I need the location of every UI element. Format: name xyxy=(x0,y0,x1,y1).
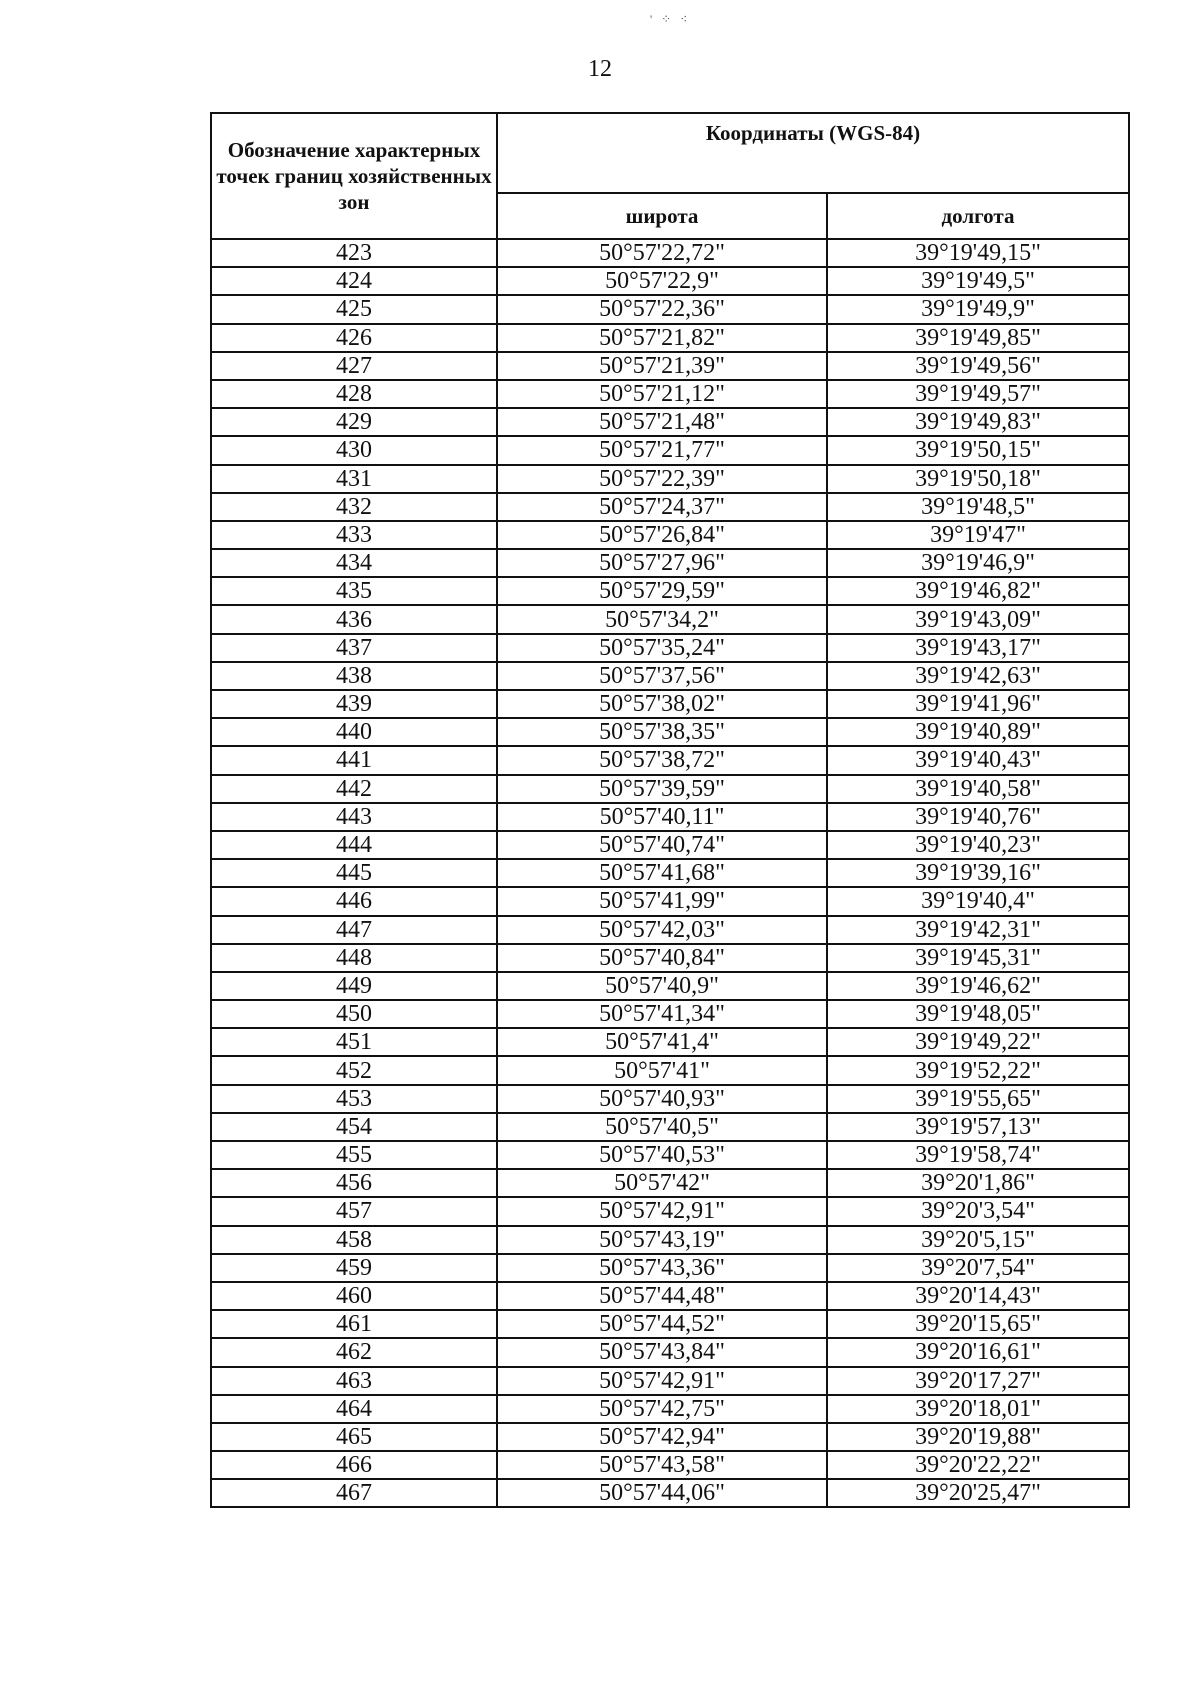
longitude-cell: 39°19'40,58" xyxy=(827,775,1129,803)
table-row xyxy=(211,972,1129,1000)
point-id-cell: 462 xyxy=(211,1338,497,1366)
longitude-cell: 39°19'40,76" xyxy=(827,803,1129,831)
latitude-cell: 50°57'42,91" xyxy=(497,1367,827,1395)
point-id-cell: 448 xyxy=(211,944,497,972)
latitude-cell: 50°57'43,84" xyxy=(497,1338,827,1366)
latitude-cell: 50°57'41,99" xyxy=(497,887,827,915)
longitude-cell: 39°20'25,47" xyxy=(827,1479,1129,1507)
point-id-cell: 423 xyxy=(211,239,497,267)
longitude-cell: 39°19'50,15" xyxy=(827,436,1129,464)
latitude-cell: 50°57'42,94" xyxy=(497,1423,827,1451)
longitude-cell: 39°19'40,23" xyxy=(827,831,1129,859)
longitude-cell: 39°19'49,5" xyxy=(827,267,1129,295)
latitude-cell: 50°57'40,11" xyxy=(497,803,827,831)
point-id-cell: 464 xyxy=(211,1395,497,1423)
longitude-cell: 39°20'16,61" xyxy=(827,1338,1129,1366)
longitude-cell: 39°20'15,65" xyxy=(827,1310,1129,1338)
table-row xyxy=(211,1056,1129,1084)
longitude-cell: 39°19'46,82" xyxy=(827,577,1129,605)
longitude-cell: 39°19'40,43" xyxy=(827,746,1129,774)
latitude-cell: 50°57'38,02" xyxy=(497,690,827,718)
latitude-cell: 50°57'21,77" xyxy=(497,436,827,464)
longitude-cell: 39°19'49,15" xyxy=(827,239,1129,267)
longitude-cell: 39°19'39,16" xyxy=(827,859,1129,887)
table-row xyxy=(211,465,1129,493)
longitude-cell: 39°19'57,13" xyxy=(827,1113,1129,1141)
coordinates-table xyxy=(210,112,1130,1508)
longitude-cell: 39°20'14,43" xyxy=(827,1282,1129,1310)
latitude-cell: 50°57'44,52" xyxy=(497,1310,827,1338)
longitude-cell: 39°19'49,83" xyxy=(827,408,1129,436)
table-row xyxy=(211,1423,1129,1451)
longitude-cell: 39°19'55,65" xyxy=(827,1085,1129,1113)
table-header xyxy=(211,113,1129,239)
table-row xyxy=(211,1085,1129,1113)
latitude-cell: 50°57'35,24" xyxy=(497,634,827,662)
longitude-cell: 39°19'50,18" xyxy=(827,465,1129,493)
table-row xyxy=(211,380,1129,408)
table-row xyxy=(211,493,1129,521)
longitude-cell: 39°19'49,57" xyxy=(827,380,1129,408)
latitude-cell: 50°57'44,48" xyxy=(497,1282,827,1310)
point-id-cell: 456 xyxy=(211,1169,497,1197)
header-designation: Обозначение характерных точек границ хозяйственных зон xyxy=(211,113,497,239)
table-row xyxy=(211,1028,1129,1056)
point-id-cell: 427 xyxy=(211,352,497,380)
table-row xyxy=(211,1479,1129,1507)
latitude-cell: 50°57'34,2" xyxy=(497,605,827,633)
latitude-cell: 50°57'41,34" xyxy=(497,1000,827,1028)
latitude-cell: 50°57'41,4" xyxy=(497,1028,827,1056)
table-row xyxy=(211,690,1129,718)
longitude-cell: 39°20'1,86" xyxy=(827,1169,1129,1197)
point-id-cell: 453 xyxy=(211,1085,497,1113)
longitude-cell: 39°19'49,22" xyxy=(827,1028,1129,1056)
longitude-cell: 39°19'46,62" xyxy=(827,972,1129,1000)
point-id-cell: 451 xyxy=(211,1028,497,1056)
table-row xyxy=(211,1226,1129,1254)
point-id-cell: 435 xyxy=(211,577,497,605)
longitude-cell: 39°19'40,89" xyxy=(827,718,1129,746)
point-id-cell: 437 xyxy=(211,634,497,662)
latitude-cell: 50°57'40,84" xyxy=(497,944,827,972)
point-id-cell: 430 xyxy=(211,436,497,464)
point-id-cell: 467 xyxy=(211,1479,497,1507)
point-id-cell: 452 xyxy=(211,1056,497,1084)
point-id-cell: 438 xyxy=(211,662,497,690)
table-row xyxy=(211,859,1129,887)
point-id-cell: 443 xyxy=(211,803,497,831)
longitude-cell: 39°19'49,9" xyxy=(827,295,1129,323)
point-id-cell: 433 xyxy=(211,521,497,549)
header-latitude: широта xyxy=(497,193,827,239)
table-row xyxy=(211,634,1129,662)
table-row xyxy=(211,831,1129,859)
table-row xyxy=(211,324,1129,352)
point-id-cell: 454 xyxy=(211,1113,497,1141)
table-row xyxy=(211,408,1129,436)
longitude-cell: 39°19'47" xyxy=(827,521,1129,549)
longitude-cell: 39°20'7,54" xyxy=(827,1254,1129,1282)
latitude-cell: 50°57'42,03" xyxy=(497,916,827,944)
latitude-cell: 50°57'22,39" xyxy=(497,465,827,493)
longitude-cell: 39°19'48,05" xyxy=(827,1000,1129,1028)
point-id-cell: 441 xyxy=(211,746,497,774)
table-row xyxy=(211,1169,1129,1197)
table-row xyxy=(211,803,1129,831)
latitude-cell: 50°57'24,37" xyxy=(497,493,827,521)
latitude-cell: 50°57'22,72" xyxy=(497,239,827,267)
longitude-cell: 39°19'43,09" xyxy=(827,605,1129,633)
latitude-cell: 50°57'37,56" xyxy=(497,662,827,690)
longitude-cell: 39°19'41,96" xyxy=(827,690,1129,718)
point-id-cell: 450 xyxy=(211,1000,497,1028)
longitude-cell: 39°20'22,22" xyxy=(827,1451,1129,1479)
table-row xyxy=(211,1141,1129,1169)
table-row xyxy=(211,1000,1129,1028)
point-id-cell: 429 xyxy=(211,408,497,436)
table-row xyxy=(211,295,1129,323)
table-row xyxy=(211,605,1129,633)
point-id-cell: 432 xyxy=(211,493,497,521)
latitude-cell: 50°57'26,84" xyxy=(497,521,827,549)
longitude-cell: 39°20'5,15" xyxy=(827,1226,1129,1254)
table-row xyxy=(211,267,1129,295)
latitude-cell: 50°57'40,9" xyxy=(497,972,827,1000)
latitude-cell: 50°57'42,91" xyxy=(497,1197,827,1225)
longitude-cell: 39°20'18,01" xyxy=(827,1395,1129,1423)
table-row xyxy=(211,436,1129,464)
point-id-cell: 424 xyxy=(211,267,497,295)
latitude-cell: 50°57'42" xyxy=(497,1169,827,1197)
point-id-cell: 459 xyxy=(211,1254,497,1282)
latitude-cell: 50°57'40,53" xyxy=(497,1141,827,1169)
table-row xyxy=(211,746,1129,774)
table-row xyxy=(211,1113,1129,1141)
latitude-cell: 50°57'40,5" xyxy=(497,1113,827,1141)
latitude-cell: 50°57'27,96" xyxy=(497,549,827,577)
point-id-cell: 440 xyxy=(211,718,497,746)
longitude-cell: 39°19'42,31" xyxy=(827,916,1129,944)
longitude-cell: 39°19'49,56" xyxy=(827,352,1129,380)
latitude-cell: 50°57'38,35" xyxy=(497,718,827,746)
header-longitude: долгота xyxy=(827,193,1129,239)
table-body xyxy=(211,239,1129,1507)
table-row xyxy=(211,662,1129,690)
latitude-cell: 50°57'29,59" xyxy=(497,577,827,605)
point-id-cell: 425 xyxy=(211,295,497,323)
longitude-cell: 39°19'43,17" xyxy=(827,634,1129,662)
table-row xyxy=(211,916,1129,944)
point-id-cell: 436 xyxy=(211,605,497,633)
point-id-cell: 439 xyxy=(211,690,497,718)
table-row xyxy=(211,1451,1129,1479)
latitude-cell: 50°57'21,48" xyxy=(497,408,827,436)
table-row xyxy=(211,887,1129,915)
latitude-cell: 50°57'39,59" xyxy=(497,775,827,803)
point-id-cell: 461 xyxy=(211,1310,497,1338)
point-id-cell: 449 xyxy=(211,972,497,1000)
latitude-cell: 50°57'40,74" xyxy=(497,831,827,859)
point-id-cell: 458 xyxy=(211,1226,497,1254)
scan-marks: ' ⁘ ⁖ xyxy=(650,12,691,26)
latitude-cell: 50°57'22,9" xyxy=(497,267,827,295)
point-id-cell: 445 xyxy=(211,859,497,887)
latitude-cell: 50°57'43,36" xyxy=(497,1254,827,1282)
table-row xyxy=(211,1282,1129,1310)
header-coordinates: Координаты (WGS-84) xyxy=(497,113,1129,193)
point-id-cell: 463 xyxy=(211,1367,497,1395)
page-number: 12 xyxy=(588,56,612,82)
latitude-cell: 50°57'21,82" xyxy=(497,324,827,352)
longitude-cell: 39°20'17,27" xyxy=(827,1367,1129,1395)
longitude-cell: 39°19'45,31" xyxy=(827,944,1129,972)
table-row xyxy=(211,352,1129,380)
longitude-cell: 39°19'58,74" xyxy=(827,1141,1129,1169)
latitude-cell: 50°57'41,68" xyxy=(497,859,827,887)
longitude-cell: 39°20'19,88" xyxy=(827,1423,1129,1451)
point-id-cell: 442 xyxy=(211,775,497,803)
longitude-cell: 39°19'40,4" xyxy=(827,887,1129,915)
point-id-cell: 428 xyxy=(211,380,497,408)
point-id-cell: 446 xyxy=(211,887,497,915)
latitude-cell: 50°57'21,39" xyxy=(497,352,827,380)
longitude-cell: 39°19'48,5" xyxy=(827,493,1129,521)
point-id-cell: 447 xyxy=(211,916,497,944)
table-row xyxy=(211,718,1129,746)
latitude-cell: 50°57'21,12" xyxy=(497,380,827,408)
longitude-cell: 39°19'46,9" xyxy=(827,549,1129,577)
point-id-cell: 426 xyxy=(211,324,497,352)
table-row xyxy=(211,521,1129,549)
table-row xyxy=(211,1197,1129,1225)
latitude-cell: 50°57'41" xyxy=(497,1056,827,1084)
longitude-cell: 39°19'49,85" xyxy=(827,324,1129,352)
table-row xyxy=(211,775,1129,803)
latitude-cell: 50°57'38,72" xyxy=(497,746,827,774)
latitude-cell: 50°57'44,06" xyxy=(497,1479,827,1507)
longitude-cell: 39°19'42,63" xyxy=(827,662,1129,690)
point-id-cell: 431 xyxy=(211,465,497,493)
table-row xyxy=(211,1254,1129,1282)
point-id-cell: 466 xyxy=(211,1451,497,1479)
table-row xyxy=(211,1367,1129,1395)
point-id-cell: 444 xyxy=(211,831,497,859)
latitude-cell: 50°57'42,75" xyxy=(497,1395,827,1423)
latitude-cell: 50°57'40,93" xyxy=(497,1085,827,1113)
longitude-cell: 39°20'3,54" xyxy=(827,1197,1129,1225)
latitude-cell: 50°57'22,36" xyxy=(497,295,827,323)
table-row xyxy=(211,1338,1129,1366)
point-id-cell: 457 xyxy=(211,1197,497,1225)
point-id-cell: 465 xyxy=(211,1423,497,1451)
table-row xyxy=(211,577,1129,605)
point-id-cell: 460 xyxy=(211,1282,497,1310)
table-row xyxy=(211,1310,1129,1338)
point-id-cell: 455 xyxy=(211,1141,497,1169)
table-row xyxy=(211,239,1129,267)
table-row xyxy=(211,944,1129,972)
table-row xyxy=(211,1395,1129,1423)
point-id-cell: 434 xyxy=(211,549,497,577)
latitude-cell: 50°57'43,58" xyxy=(497,1451,827,1479)
latitude-cell: 50°57'43,19" xyxy=(497,1226,827,1254)
longitude-cell: 39°19'52,22" xyxy=(827,1056,1129,1084)
table-row xyxy=(211,549,1129,577)
